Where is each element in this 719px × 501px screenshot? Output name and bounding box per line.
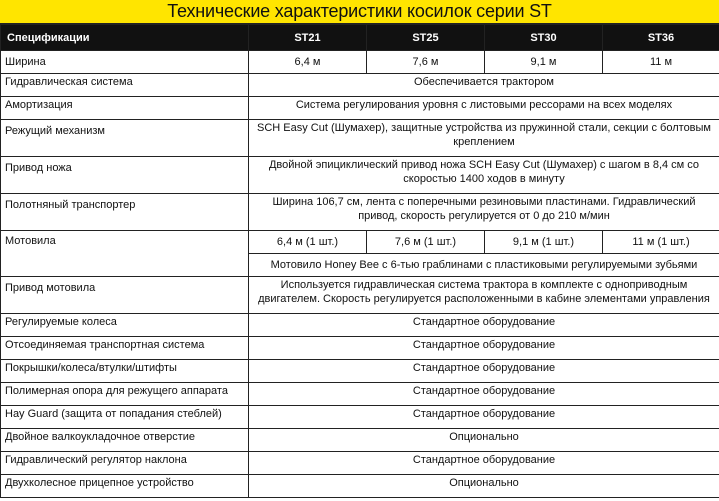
poly-skid-value: Стандартное оборудование	[249, 383, 719, 406]
row-label-tilt: Гидравлический регулятор наклона	[1, 452, 249, 475]
reel-st25: 7,6 м (1 шт.)	[367, 231, 485, 254]
cutter-value: SCH Easy Cut (Шумахер), защитные устройства из пружинной стали, секции с болтовым креплением	[249, 120, 719, 157]
reel-st30: 9,1 м (1 шт.)	[485, 231, 603, 254]
row-label-width: Ширина	[1, 51, 249, 74]
table-row	[1, 360, 719, 383]
swath-value: Опционально	[249, 429, 719, 452]
transport-value: Стандартное оборудование	[249, 337, 719, 360]
row-label-hydraulic: Гидравлическая система	[1, 74, 249, 97]
row-label-tires: Покрышки/колеса/втулки/штифты	[1, 360, 249, 383]
row-label-reel-drive: Привод мотовила	[1, 277, 249, 314]
row-label-reel: Мотовила	[1, 231, 249, 277]
table-row	[1, 194, 719, 231]
row-label-knife-drive: Привод ножа	[1, 157, 249, 194]
row-label-wheels: Регулируемые колеса	[1, 314, 249, 337]
table-row	[1, 51, 719, 74]
hydraulic-value: Обеспечивается трактором	[249, 74, 719, 97]
table-row	[1, 157, 719, 194]
row-label-poly-skid: Полимерная опора для режущего аппарата	[1, 383, 249, 406]
table-row	[1, 120, 719, 157]
table-header-row	[1, 25, 719, 51]
table-row	[1, 97, 719, 120]
suspension-value: Система регулирования уровня с листовыми рессорами на всех моделях	[249, 97, 719, 120]
conveyor-value: Ширина 106,7 см, лента с поперечными резиновыми пластинами. Гидравлический привод, скорость регулируется от 0 до 210 м/мин	[249, 194, 719, 231]
table-row	[1, 383, 719, 406]
row-label-cutter: Режущий механизм	[1, 120, 249, 157]
hay-guard-value: Стандартное оборудование	[249, 406, 719, 429]
row-label-conveyor: Полотняный транспортер	[1, 194, 249, 231]
table-row	[1, 337, 719, 360]
page-title: Технические характеристики косилок серии ST	[0, 0, 719, 24]
table-row	[1, 475, 719, 498]
table-row	[1, 74, 719, 97]
header-model-st36: ST36	[603, 25, 719, 51]
reel-drive-value: Используется гидравлическая система трактора в комплекте с одноприводным двигателем. Скорость регулируется расположенными в кабине элементами управления	[249, 277, 719, 314]
header-model-st25: ST25	[367, 25, 485, 51]
table-row	[1, 277, 719, 314]
width-st21: 6,4 м	[249, 51, 367, 74]
hitch-value: Опционально	[249, 475, 719, 498]
table-row	[1, 429, 719, 452]
header-model-st21: ST21	[249, 25, 367, 51]
knife-drive-value: Двойной эпициклический привод ножа SCH Easy Cut (Шумахер) с шагом в 8,4 см со скоростью 1400 ходов в минуту	[249, 157, 719, 194]
width-st25: 7,6 м	[367, 51, 485, 74]
header-spec: Спецификации	[1, 25, 249, 51]
tires-value: Стандартное оборудование	[249, 360, 719, 383]
reel-note: Мотовило Honey Bee с 6-тью граблинами с пластиковыми регулируемыми зубьями	[249, 254, 719, 277]
width-st30: 9,1 м	[485, 51, 603, 74]
spec-table	[0, 24, 719, 498]
row-label-suspension: Амортизация	[1, 97, 249, 120]
row-label-hitch: Двухколесное прицепное устройство	[1, 475, 249, 498]
reel-st21: 6,4 м (1 шт.)	[249, 231, 367, 254]
row-label-swath: Двойное валкоукладочное отверстие	[1, 429, 249, 452]
width-st36: 11 м	[603, 51, 719, 74]
table-row	[1, 314, 719, 337]
header-model-st30: ST30	[485, 25, 603, 51]
table-row	[1, 452, 719, 475]
tilt-value: Стандартное оборудование	[249, 452, 719, 475]
row-label-hay-guard: Hay Guard (защита от попадания стеблей)	[1, 406, 249, 429]
row-label-transport: Отсоединяемая транспортная система	[1, 337, 249, 360]
reel-st36: 11 м (1 шт.)	[603, 231, 719, 254]
table-row	[1, 406, 719, 429]
table-row	[1, 231, 719, 254]
wheels-value: Стандартное оборудование	[249, 314, 719, 337]
